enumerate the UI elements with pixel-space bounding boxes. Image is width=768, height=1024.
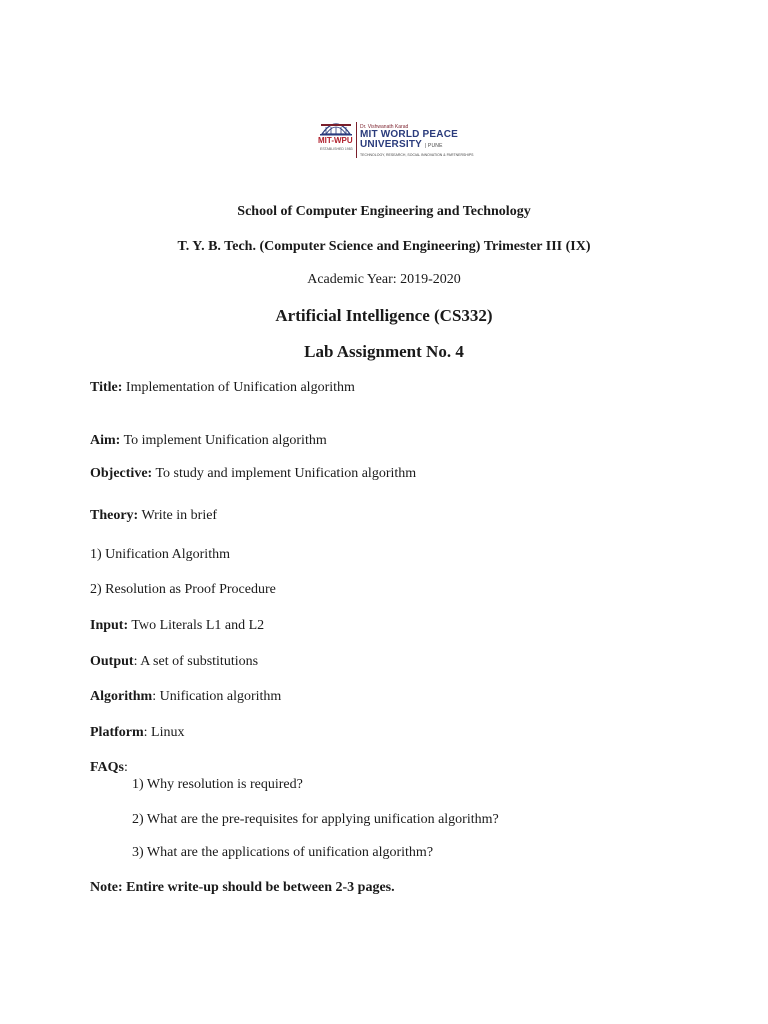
faq-item: 3) What are the applications of unification algorithm? [132, 845, 434, 860]
aim-line [90, 433, 327, 449]
assignment-title: Lab Assignment No. 4 [304, 342, 464, 361]
platform-line [90, 725, 185, 741]
logo-short-name: MIT-WPU [318, 136, 353, 145]
faqs-colon: : [123, 760, 128, 775]
logo-small-line: Dr. Vishwanath Karad [360, 124, 409, 130]
output-label: Output [90, 654, 134, 669]
objective-line [90, 466, 416, 482]
output-line [90, 654, 258, 670]
algorithm-value: : Unification algorithm [152, 689, 282, 704]
objective-label: Objective: [90, 466, 153, 481]
course-title: Artificial Intelligence (CS332) [275, 306, 493, 325]
logo-university-line2: UNIVERSITY | PUNE [360, 139, 443, 150]
faqs-label: FAQs [90, 760, 124, 775]
school-name: School of Computer Engineering and Technology [237, 204, 531, 219]
logo-university-name: MIT WORLD PEACE [360, 129, 458, 140]
theory-label: Theory: [90, 508, 139, 523]
logo-accreditation: ESTABLISHED 1983 [320, 147, 353, 151]
dome-emblem-icon [318, 112, 354, 158]
algorithm-line [90, 689, 281, 705]
input-line [90, 618, 264, 634]
algorithm-label: Algorithm [90, 689, 153, 704]
theory-item: 1) Unification Algorithm [90, 547, 230, 562]
faq-item: 2) What are the pre-requisites for applying unification algorithm? [132, 812, 499, 827]
university-logo [318, 112, 478, 160]
theory-value: Write in brief [138, 508, 218, 523]
program-name: T. Y. B. Tech. (Computer Science and Engineering) Trimester III (IX) [177, 239, 591, 254]
input-label: Input: [90, 618, 129, 633]
theory-item: 2) Resolution as Proof Procedure [90, 582, 276, 597]
theory-line [90, 508, 217, 524]
note-line: Note: Entire write-up should be between 2-3 pages. [90, 880, 395, 895]
academic-year: Academic Year: 2019-2020 [307, 272, 461, 287]
title-value: Implementation of Unification algorithm [122, 380, 355, 395]
logo-divider [356, 122, 357, 158]
objective-value: To study and implement Unification algorithm [152, 466, 417, 481]
logo-text-block [360, 124, 480, 157]
platform-value: : Linux [143, 725, 185, 740]
logo-city: | PUNE [424, 143, 443, 149]
logo-tagline: TECHNOLOGY, RESEARCH, SOCIAL INNOVATION & PARTNERSHIPS [360, 153, 474, 157]
aim-label: Aim: [90, 433, 121, 448]
faqs-heading [90, 760, 128, 776]
aim-value: To implement Unification algorithm [120, 433, 327, 448]
faq-item: 1) Why resolution is required? [132, 777, 303, 792]
input-value: Two Literals L1 and L2 [128, 618, 265, 633]
title-line [90, 380, 355, 396]
platform-label: Platform [90, 725, 144, 740]
title-label: Title: [90, 380, 123, 395]
output-value: : A set of substitutions [133, 654, 259, 669]
